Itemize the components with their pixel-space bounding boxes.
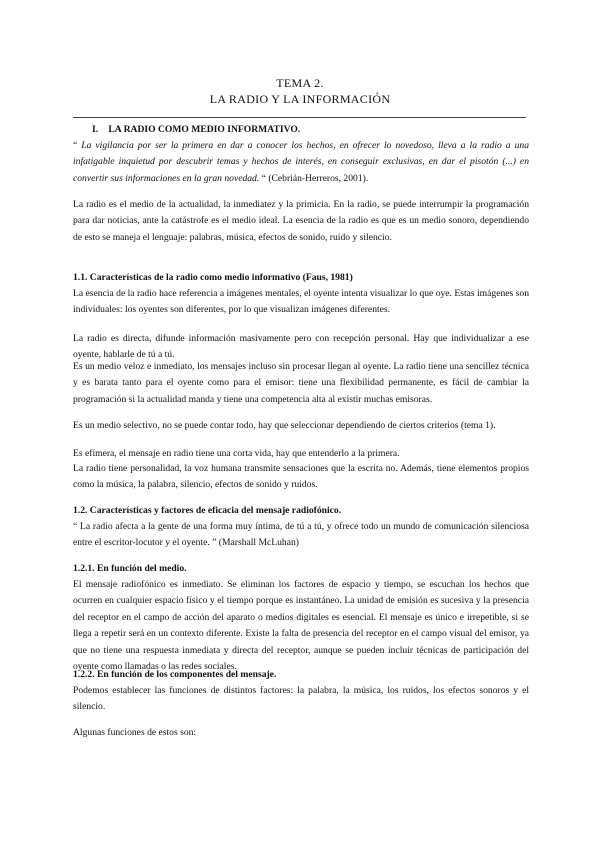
section-1-paragraph: La radio es el medio de la actualidad, la inmediatez y la primicia. En la radio, se puede interrumpir la programación para dar noticias, ante la catástrofe es el medio ideal. La esencia de la radio es que es un medio sonoro, dependiendo de esto se maneja el lenguaje: palabras, música, efectos de sonido, ruido y silencio.: [73, 199, 529, 243]
section-1-2-2-closing: Algunas funciones de estos son:: [73, 727, 197, 738]
section-1-1-paragraph: Es un medio veloz e inmediato, los mensajes incluso sin procesar llegan al oyente. La radio tiene una sencillez técnica y es barata tanto para el oyente como para el emisor: tiene una flexibilidad permanente, es fácil de cambiar la programación si la actualidad manda y tiene una competencia alta al existir muchas emisoras.: [73, 361, 529, 405]
section-1-1-paragraph: Es efímera, el mensaje en radio tiene una corta vida, hay que entenderlo a la primera.: [73, 448, 400, 459]
section-1-1-paragraph: Es un medio selectivo, no se puede contar todo, hay que seleccionar dependiendo de ciertos criterios (tema 1).: [73, 420, 496, 431]
section-1-1-paragraph: La radio tiene personalidad, la voz humana transmite sensaciones que la escrita no. Además, tiene elementos propios como la música, la palabra, silencio, efectos de sonido y ruidos.: [73, 463, 529, 491]
section-1-quote: [73, 138, 529, 187]
title-divider: [73, 117, 526, 118]
page-title-line1: TEMA 2.: [276, 76, 324, 90]
section-1-heading: [73, 122, 548, 138]
section-1-2-quote: “ La radio afecta a la gente de una forma muy íntima, de tú a tú, y ofrece todo un mundo de comunicación silenciosa entre el escritor-locutor y el oyente. ” (Marshall McLuhan): [73, 521, 529, 549]
quote-citation: “ (Cebrián-Herreros, 2001).: [259, 172, 369, 184]
section-1-2-2-paragraph: Podemos establecer las funciones de distintos factores: la palabra, la música, los ruidos, los efectos sonoros y el silencio.: [73, 685, 529, 713]
page-title-line2: LA RADIO Y LA INFORMACIÓN: [209, 92, 391, 106]
section-1-1-paragraph: La esencia de la radio hace referencia a imágenes mentales, el oyente intenta visualizar lo que oye. Estas imágenes son individuales: los oyentes son diferentes, por lo que visualizan imágenes diferentes.: [73, 288, 529, 316]
section-1-2-2-heading: 1.2.2. En función de los componentes del mensaje.: [73, 669, 277, 680]
section-1-2-1-paragraph: El mensaje radiofónico es inmediato. Se eliminan los factores de espacio y tiempo, se escuchan los hechos que ocurren en cualquier espacio físico y el tiempo porque es instantáneo. La unidad de emisión es sucesiva y la presencia del receptor en el campo de acción del aparato o medios digitales es esencial. El mensaje es único e irrepetible, si se llega a repetir será en un contexto diferente. Existe la falta de presencia del receptor en el campo visual del emisor, ya que no tiene una respuesta inmediata y directa del receptor, aunque se pueden incluir técnicas de participación del oyente como llamadas o las redes sociales.: [73, 579, 529, 673]
section-1-1-paragraph: La radio es directa, difunde información masivamente pero con recepción personal. Hay que individualizar a ese oyente, hablarle de tú a tú.: [73, 333, 529, 361]
section-1-heading-text: LA RADIO COMO MEDIO INFORMATIVO.: [108, 124, 301, 135]
section-1-2-heading: 1.2. Características y factores de eficacia del mensaje radiofónico.: [73, 505, 342, 516]
quote-open-mark: “: [73, 140, 82, 151]
section-1-2-1-heading: 1.2.1. En función del medio.: [73, 563, 187, 574]
section-1-1-heading: 1.1. Características de la radio como medio informativo (Faus, 1981): [73, 272, 353, 283]
section-1-number: I.: [92, 124, 99, 135]
quote-text: La vigilancia por ser la primera en dar a conocer los hechos, en ofrecer lo novedoso, lleva a la radio a una infatigable inquietud por descubrir temas y hechos de interés, en conseguir exclusivas, en dar el pisotón (...) en convertir sus informaciones en la gran novedad.: [73, 140, 529, 184]
